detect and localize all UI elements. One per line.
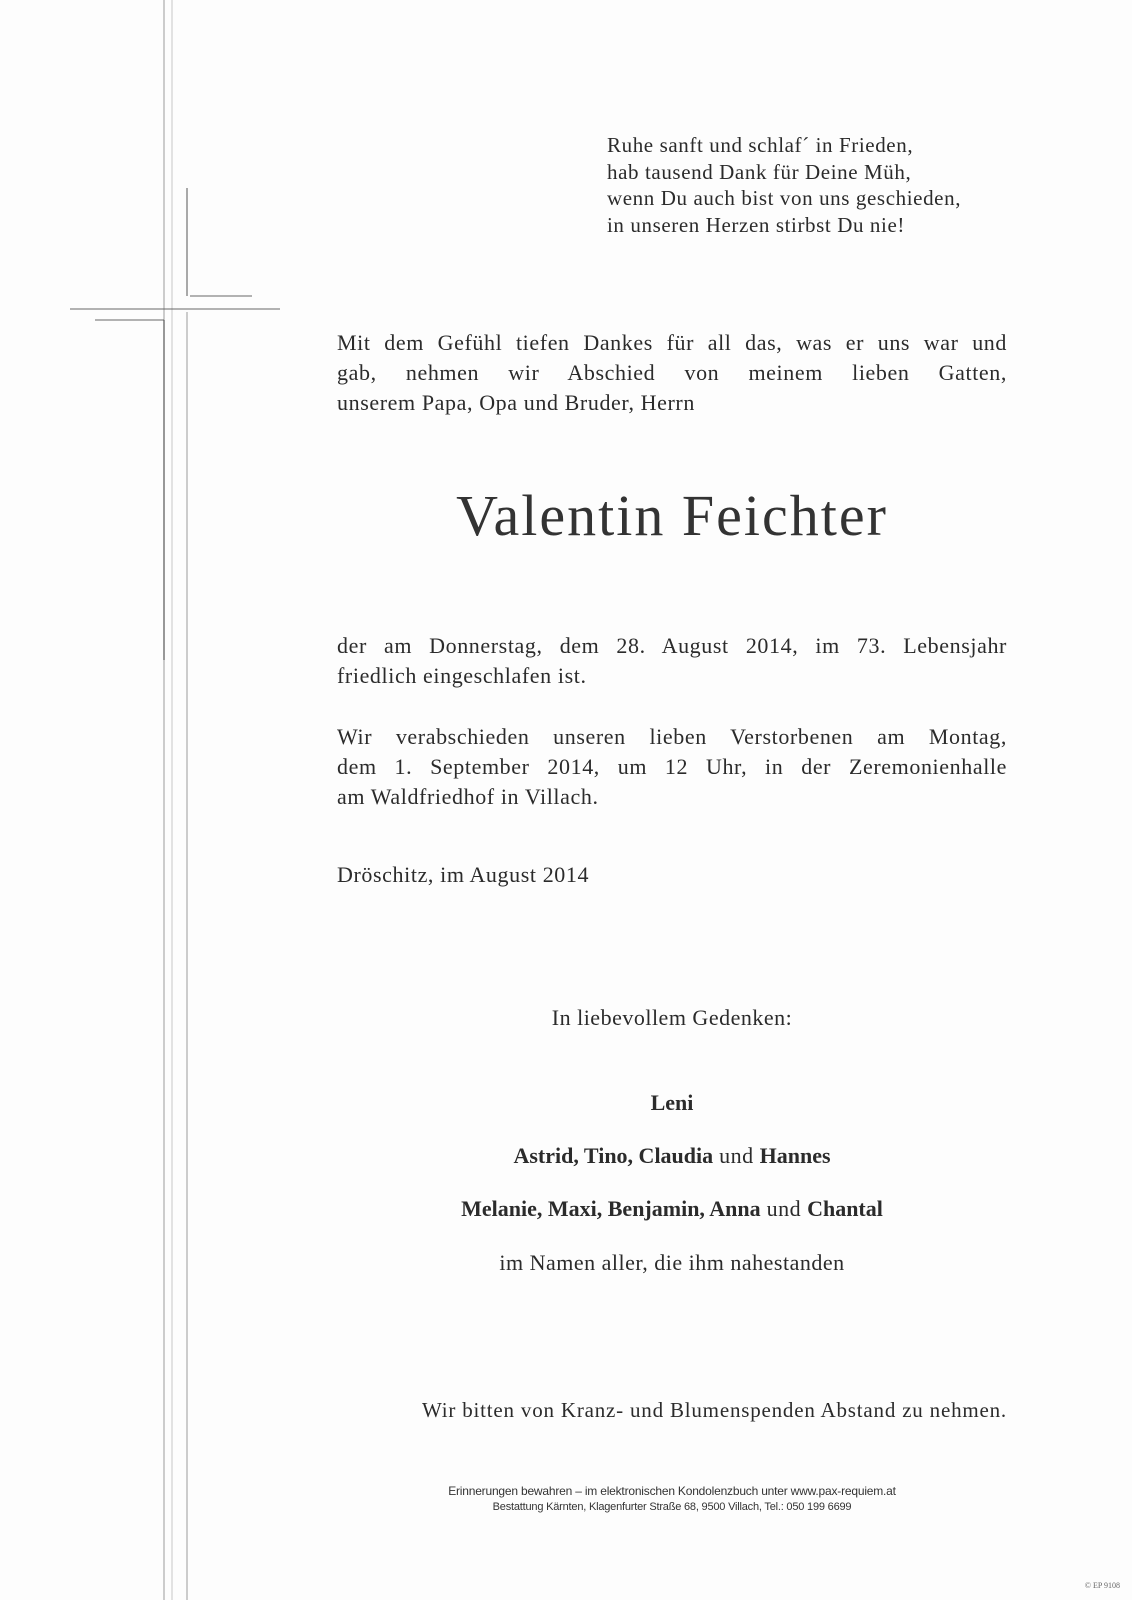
intro-line: unserem Papa, Opa und Bruder, Herrn <box>337 390 695 415</box>
place-date: Dröschitz, im August 2014 <box>337 862 590 887</box>
intro-line: gab, nehmen wir Abschied von meinem lieben Gatten, <box>337 360 1007 385</box>
death-line: friedlich eingeschlafen ist. <box>337 663 587 688</box>
funeral-paragraph <box>337 722 1007 812</box>
mourner-line-3 <box>337 1196 1007 1222</box>
flower-request: Wir bitten von Kranz- und Blumenspenden Abstand zu nehmen. <box>421 1398 1007 1422</box>
conjunction: und <box>719 1143 754 1168</box>
mourners-heading: In liebevollem Gedenken: <box>551 1005 793 1030</box>
print-code: © EP 9108 <box>1084 1581 1120 1590</box>
mourner-names: Melanie, Maxi, Benjamin, Anna <box>461 1196 761 1221</box>
mourner-line-1 <box>337 1090 1007 1116</box>
cross-ornament <box>0 0 300 1600</box>
intro-line: Mit dem Gefühl tiefen Dankes für all das, was er uns war und <box>337 330 1007 355</box>
poem-line: hab tausend Dank für Deine Müh, <box>607 159 912 184</box>
poem-line: in unseren Herzen stirbst Du nie! <box>607 212 905 237</box>
death-line: der am Donnerstag, dem 28. August 2014, im 73. Lebensjahr <box>337 633 1007 658</box>
poem <box>607 132 1027 238</box>
poem-line: Ruhe sanft und schlaf´ in Frieden, <box>607 133 914 157</box>
mourner-names: Hannes <box>759 1143 831 1168</box>
death-paragraph <box>337 631 1007 691</box>
mourner-line-2 <box>337 1143 1007 1169</box>
mourner-line-4: im Namen aller, die ihm nahestanden <box>499 1250 845 1275</box>
footer-line-2: Bestattung Kärnten, Klagenfurter Straße 68, 9500 Villach, Tel.: 050 199 6699 <box>492 1501 852 1513</box>
poem-line: wenn Du auch bist von uns geschieden, <box>607 186 962 210</box>
deceased-name: Valentin Feichter <box>456 483 888 548</box>
mourner-names: Leni <box>650 1090 694 1115</box>
funeral-line: Wir verabschieden unseren lieben Verstorbenen am Montag, <box>337 724 1007 749</box>
mourner-names: Astrid, Tino, Claudia <box>513 1143 714 1168</box>
funeral-line: dem 1. September 2014, um 12 Uhr, in der Zeremonienhalle <box>337 754 1007 779</box>
mourner-names: Chantal <box>807 1196 883 1221</box>
funeral-line: am Waldfriedhof in Villach. <box>337 784 599 809</box>
conjunction: und <box>766 1196 802 1221</box>
footer-line-1: Erinnerungen bewahren – im elektronischen Kondolenzbuch unter www.pax-requiem.at <box>448 1484 896 1498</box>
intro-paragraph <box>337 328 1007 418</box>
